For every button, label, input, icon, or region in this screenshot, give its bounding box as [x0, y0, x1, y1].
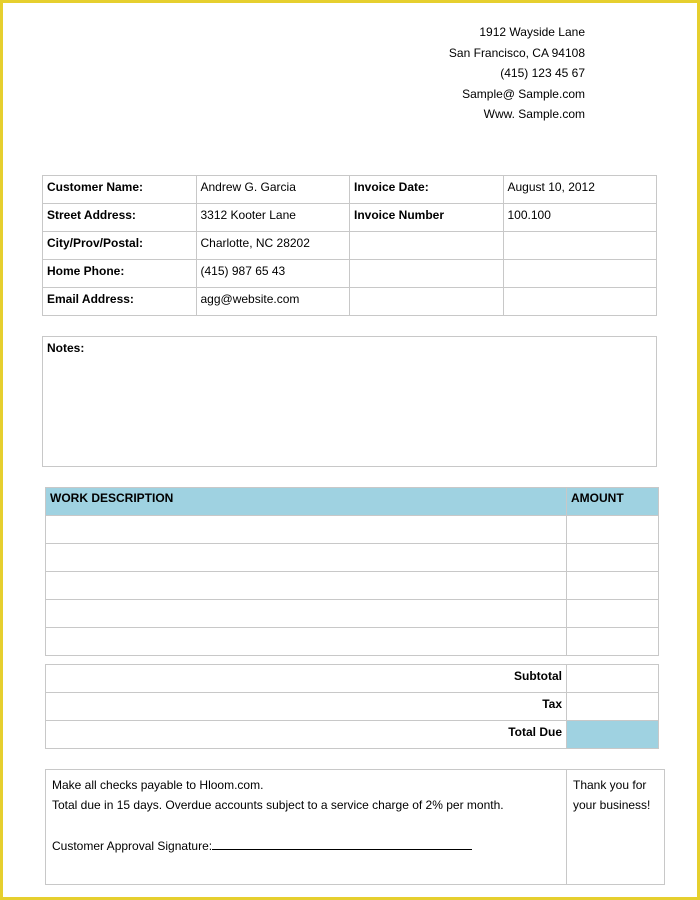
empty-cell[interactable]	[350, 232, 504, 260]
work-description-cell[interactable]	[46, 516, 567, 544]
company-address-block	[449, 22, 585, 125]
invoice-number-value[interactable]: 100.100	[503, 204, 657, 232]
payable-text: Make all checks payable to Hloom.com.	[52, 778, 264, 792]
payment-terms-cell	[46, 770, 567, 885]
signature-label: Customer Approval Signature:	[52, 839, 213, 853]
address-line2: San Francisco, CA 94108	[448, 45, 585, 60]
notes-box[interactable]	[42, 336, 657, 467]
home-phone-value[interactable]: (415) 987 65 43	[196, 260, 350, 288]
work-header-row	[46, 488, 659, 516]
customer-name-label: Customer Name:	[43, 176, 197, 204]
customer-info-table	[42, 175, 657, 316]
empty-cell[interactable]	[350, 288, 504, 316]
home-phone-label: Home Phone:	[43, 260, 197, 288]
work-description-cell[interactable]	[46, 628, 567, 656]
work-description-cell[interactable]	[46, 600, 567, 628]
subtotal-value[interactable]	[567, 665, 659, 693]
address-line1: 1912 Wayside Lane	[479, 25, 585, 39]
info-row	[43, 288, 657, 316]
footer-row	[46, 770, 665, 885]
signature-line-group	[52, 836, 560, 856]
table-row	[46, 572, 659, 600]
work-description-cell[interactable]	[46, 572, 567, 600]
empty-cell[interactable]	[503, 232, 657, 260]
table-row	[46, 628, 659, 656]
amount-header: AMOUNT	[567, 488, 659, 516]
footer-table	[45, 769, 665, 885]
total-due-row	[46, 721, 659, 749]
table-row	[46, 600, 659, 628]
total-due-label: Total Due	[46, 721, 567, 749]
tax-row	[46, 693, 659, 721]
totals-table	[45, 664, 659, 749]
street-value[interactable]: 3312 Kooter Lane	[196, 204, 350, 232]
info-row	[43, 176, 657, 204]
info-row	[43, 204, 657, 232]
address-email: Sample@ Sample.com	[462, 86, 585, 101]
work-description-table	[45, 487, 659, 656]
email-label: Email Address:	[43, 288, 197, 316]
amount-cell[interactable]	[567, 572, 659, 600]
work-description-cell[interactable]	[46, 544, 567, 572]
amount-cell[interactable]	[567, 600, 659, 628]
invoice-date-value[interactable]: August 10, 2012	[503, 176, 657, 204]
address-phone: (415) 123 45 67	[500, 66, 585, 80]
info-row	[43, 232, 657, 260]
subtotal-row	[46, 665, 659, 693]
city-label: City/Prov/Postal:	[43, 232, 197, 260]
empty-cell[interactable]	[503, 260, 657, 288]
customer-name-value[interactable]: Andrew G. Garcia	[196, 176, 350, 204]
signature-line[interactable]	[212, 838, 472, 850]
notes-label: Notes:	[47, 341, 85, 355]
city-value[interactable]: Charlotte, NC 28202	[196, 232, 350, 260]
work-description-header: WORK DESCRIPTION	[46, 488, 567, 516]
table-row	[46, 544, 659, 572]
empty-cell[interactable]	[350, 260, 504, 288]
amount-cell[interactable]	[567, 628, 659, 656]
table-row	[46, 516, 659, 544]
empty-cell[interactable]	[503, 288, 657, 316]
subtotal-label: Subtotal	[46, 665, 567, 693]
email-value[interactable]: agg@website.com	[196, 288, 350, 316]
terms-text: Total due in 15 days. Overdue accounts subject to a service charge of 2% per month.	[52, 798, 504, 812]
total-due-value[interactable]	[567, 721, 659, 749]
tax-value[interactable]	[567, 693, 659, 721]
info-row	[43, 260, 657, 288]
amount-cell[interactable]	[567, 516, 659, 544]
thanks-text: Thank you for your business!	[567, 770, 665, 885]
invoice-date-label: Invoice Date:	[350, 176, 504, 204]
tax-label: Tax	[46, 693, 567, 721]
invoice-number-label: Invoice Number	[350, 204, 504, 232]
address-web: Www. Sample.com	[483, 107, 585, 121]
street-label: Street Address:	[43, 204, 197, 232]
amount-cell[interactable]	[567, 544, 659, 572]
